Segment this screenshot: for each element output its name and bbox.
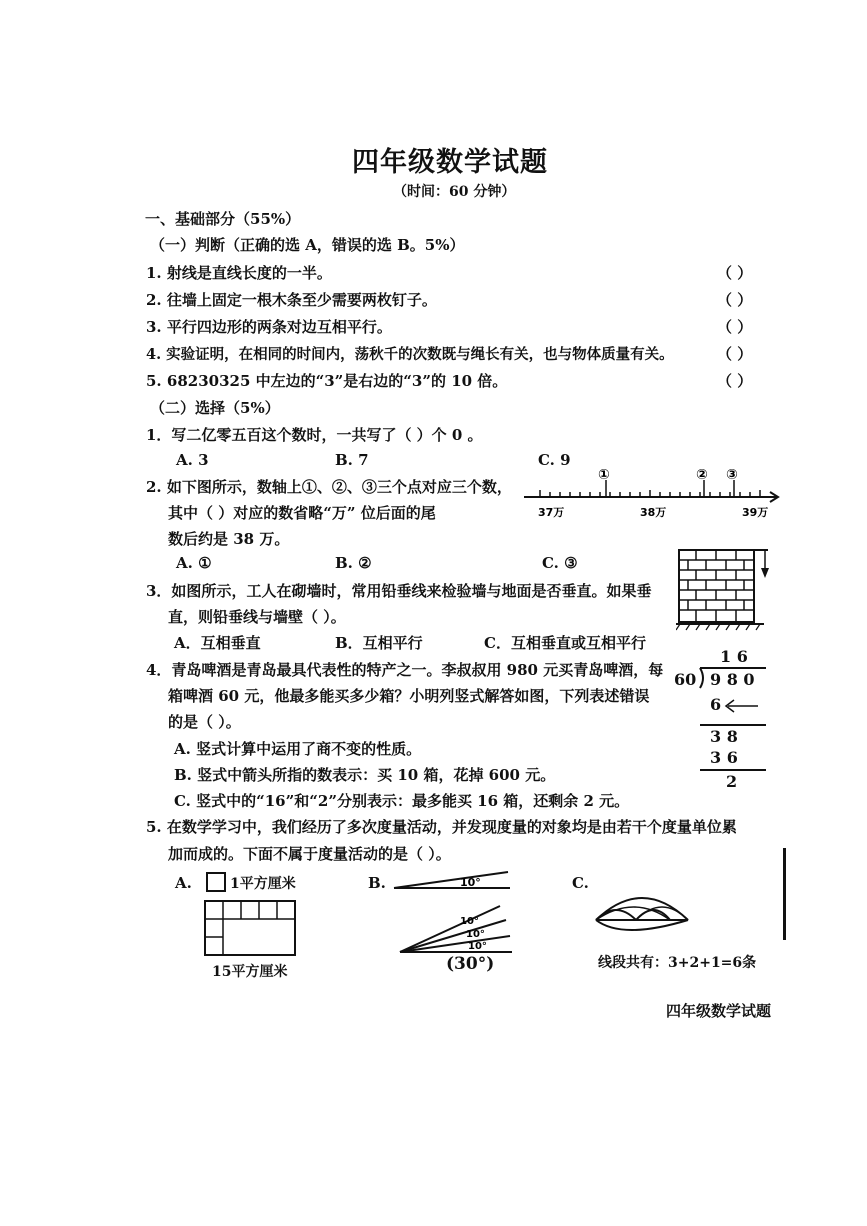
axis-label-37: 37万 <box>538 506 565 519</box>
choice-q2-line2: 其中（ ）对应的数省略“万” 位后面的尾 <box>168 504 436 522</box>
q1-option-c[interactable]: C. 9 <box>538 451 571 469</box>
q3-option-c[interactable]: C．互相垂直或互相平行 <box>484 634 646 652</box>
choice-q2-line3: 数后约是 38 万。 <box>168 530 290 548</box>
section-heading-basic: 一、基础部分（55%） <box>145 210 301 228</box>
axis-label-39: 39万 <box>742 506 769 519</box>
division-divisor: 60 <box>674 670 697 689</box>
judge-item-5: 5. 68230325 中左边的“3”是右边的“3”的 10 倍。 <box>146 372 508 390</box>
area-grid-diagram <box>204 900 298 958</box>
scan-edge-line <box>783 848 786 940</box>
q5-option-b-label[interactable]: B. <box>368 874 386 892</box>
answer-blank[interactable]: （ ） <box>717 291 753 309</box>
division-step2: 3 8 <box>710 727 738 746</box>
axis-label-38: 38万 <box>640 506 667 519</box>
q4-option-c[interactable]: C. 竖式中的“16”和“2”分别表示：最多能买 16 箱，还剩余 2 元。 <box>174 792 630 810</box>
angle-unit-label: 10° <box>460 916 479 927</box>
answer-blank[interactable]: （ ） <box>717 264 753 282</box>
number-line-diagram <box>520 462 785 522</box>
judge-item-3: 3. 平行四边形的两条对边互相平行。 <box>146 318 392 336</box>
angle-diagram <box>392 866 517 962</box>
choice-q4-line2: 箱啤酒 60 元，他最多能买多少箱？小明列竖式解答如图，下列表述错误 <box>168 687 650 705</box>
q3-option-b[interactable]: B．互相平行 <box>335 634 423 652</box>
unit-square-label: 1平方厘米 <box>230 876 296 892</box>
q2-option-a[interactable]: A. ① <box>176 554 212 572</box>
long-division <box>674 644 774 794</box>
q2-option-b[interactable]: B. ② <box>335 554 372 572</box>
unit-square <box>206 872 226 892</box>
page-title: 四年级数学试题 <box>352 147 548 178</box>
choice-q3-line1: 3．如图所示，工人在砌墙时，常用铅垂线来检验墙与地面是否垂直。如果垂 <box>146 582 652 600</box>
judge-item-4: 4. 实验证明，在相同的时间内，荡秋千的次数既与绳长有关，也与物体质量有关。 <box>146 346 674 363</box>
exam-duration: （时间：60 分钟） <box>393 184 516 200</box>
point-2-label: ② <box>696 467 708 483</box>
choice-q1: 1．写二亿零五百这个数时，一共写了（ ）个 0 。 <box>146 426 483 444</box>
division-remainder: 2 <box>726 772 738 791</box>
segment-arcs-diagram <box>592 890 694 942</box>
area-total-label: 15平方厘米 <box>212 964 288 980</box>
judge-item-2: 2. 往墙上固定一根木条至少需要两枚钉子。 <box>146 291 437 309</box>
q5-option-a-label[interactable]: A. <box>175 874 192 892</box>
answer-blank[interactable]: （ ） <box>717 372 753 390</box>
answer-blank[interactable]: （ ） <box>717 318 753 336</box>
division-dividend: 9 8 0 <box>710 670 755 689</box>
q1-option-a[interactable]: A. 3 <box>176 451 209 469</box>
division-step1: 6 <box>710 695 722 714</box>
choice-q5-line2: 加而成的。下面不属于度量活动的是（ ）。 <box>168 845 451 863</box>
q3-option-a[interactable]: A．互相垂直 <box>174 634 261 652</box>
q5-option-c-label[interactable]: C. <box>572 874 589 892</box>
segment-count-caption: 线段共有：3+2+1=6条 <box>598 955 757 971</box>
point-3-label: ③ <box>726 467 738 483</box>
judge-heading: （一）判断（正确的选 A，错误的选 B。5%） <box>150 236 465 254</box>
angle-total-label: (30°) <box>446 954 495 974</box>
angle-unit-label: 10° <box>460 876 481 889</box>
q4-option-a[interactable]: A. 竖式计算中运用了商不变的性质。 <box>174 740 422 758</box>
choice-q2-line1: 2. 如下图所示，数轴上①、②、③三个点对应三个数， <box>146 478 512 496</box>
choice-heading: （二）选择（5%） <box>150 399 280 417</box>
choice-q4-line1: 4．青岛啤酒是青岛最具代表性的特产之一。李叔叔用 980 元买青岛啤酒，每 <box>146 661 664 679</box>
answer-blank[interactable]: （ ） <box>717 345 753 363</box>
angle-unit-label: 10° <box>466 929 485 940</box>
choice-q5-line1: 5. 在数学学习中，我们经历了多次度量活动，并发现度量的对象均是由若干个度量单位累 <box>146 818 737 836</box>
choice-q3-line2: 直，则铅垂线与墙壁（ ）。 <box>168 608 346 626</box>
angle-unit-label: 10° <box>468 941 487 952</box>
footer-title: 四年级数学试题 <box>666 1002 772 1020</box>
q1-option-b[interactable]: B. 7 <box>335 451 369 469</box>
brick-wall-diagram <box>676 548 776 632</box>
point-1-label: ① <box>598 467 610 483</box>
q4-option-b[interactable]: B. 竖式中箭头所指的数表示：买 10 箱，花掉 600 元。 <box>174 766 556 784</box>
choice-q4-line3: 的是（ ）。 <box>168 713 241 731</box>
judge-item-1: 1. 射线是直线长度的一半。 <box>146 264 332 282</box>
division-step3: 3 6 <box>710 748 738 767</box>
q2-option-c[interactable]: C. ③ <box>542 554 578 572</box>
division-quotient: 1 6 <box>720 647 748 666</box>
